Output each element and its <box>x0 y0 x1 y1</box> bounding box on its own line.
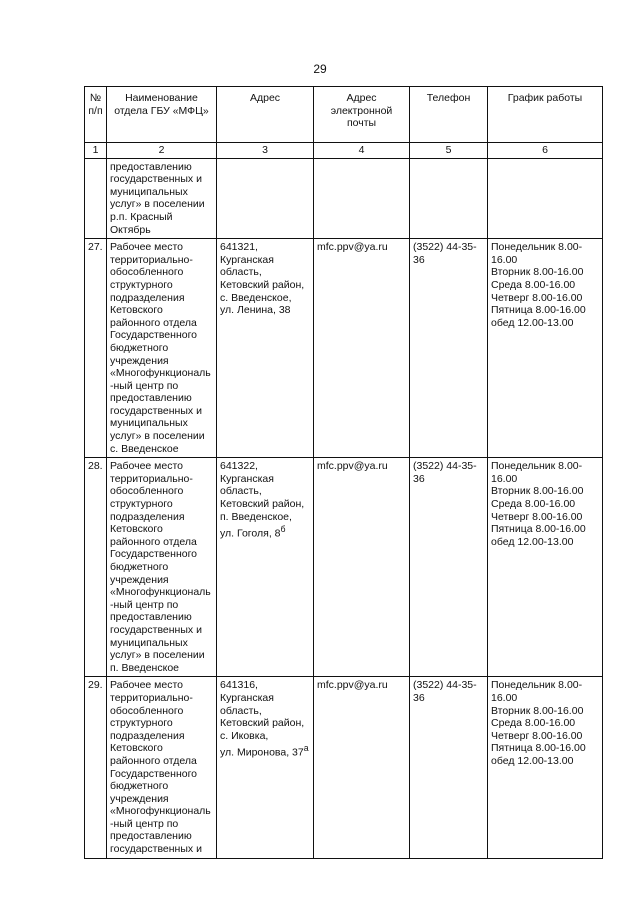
department-name: Рабочее место территориально- обособленного структурного подразделения Кетовского районного отдела Государственного бюджетного учреждения «Многофункциональ -ный центр по предоставлению государственных и <box>107 677 217 858</box>
column-number-row <box>85 143 603 159</box>
schedule: Понедельник 8.00- 16.00 Вторник 8.00-16.00 Среда 8.00-16.00 Четверг 8.00-16.00 Пятница 8.00-16.00 обед 12.00-13.00 <box>488 677 603 858</box>
address: 641322, Курганская область, Кетовский район, п. Введенское, ул. Гоголя, 8 <box>220 460 305 540</box>
schedule: Понедельник 8.00- 16.00 Вторник 8.00-16.00 Среда 8.00-16.00 Четверг 8.00-16.00 Пятница 8.00-16.00 обед 12.00-13.00 <box>488 458 603 677</box>
email: mfc.ppv@ya.ru <box>314 239 410 458</box>
page-number: 29 <box>313 62 327 76</box>
schedule: Понедельник 8.00- 16.00 Вторник 8.00-16.00 Среда 8.00-16.00 Четверг 8.00-16.00 Пятница 8.00-16.00 обед 12.00-13.00 <box>488 239 603 458</box>
address: 641321, Курганская область, Кетовский район, с. Введенское, ул. Ленина, 38 <box>217 239 314 458</box>
department-name: Рабочее место территориально- обособленного структурного подразделения Кетовского районного отдела Государственного бюджетного учреждения «Многофункциональ -ный центр по предоставлению государственных и муниципальных услуг» в поселении с. Введенское <box>107 239 217 458</box>
column-number: 1 <box>85 143 107 159</box>
phone <box>410 158 488 239</box>
table-row <box>85 458 603 677</box>
email <box>314 158 410 239</box>
header-address: Адрес <box>217 87 314 143</box>
column-number: 4 <box>314 143 410 159</box>
row-number: 28. <box>85 458 107 677</box>
address-cell <box>217 458 314 677</box>
department-name: предоставлению государственных и муниципальных услуг» в поселении р.п. Красный Октябрь <box>107 158 217 239</box>
header-number: № п/п <box>85 87 107 143</box>
address-cell <box>217 677 314 858</box>
header-schedule: График работы <box>488 87 603 143</box>
column-number: 2 <box>107 143 217 159</box>
address-superscript: б <box>280 524 286 535</box>
column-number: 3 <box>217 143 314 159</box>
address <box>217 158 314 239</box>
mfc-offices-table <box>84 86 603 859</box>
header-department-name: Наименование отдела ГБУ «МФЦ» <box>107 87 217 143</box>
header-phone: Телефон <box>410 87 488 143</box>
row-number <box>85 158 107 239</box>
department-name: Рабочее место территориально- обособленного структурного подразделения Кетовского районного отдела Государственного бюджетного учреждения «Многофункциональ -ный центр по предоставлению государственных и муниципальных услуг» в поселении п. Введенское <box>107 458 217 677</box>
address: 641316, Курганская область, Кетовский район, с. Иковка, ул. Миронова, 37 <box>220 679 305 759</box>
phone: (3522) 44-35- 36 <box>410 458 488 677</box>
table-row <box>85 158 603 239</box>
email: mfc.ppv@ya.ru <box>314 677 410 858</box>
table-row <box>85 239 603 458</box>
table-header-row <box>85 87 603 143</box>
column-number: 6 <box>488 143 603 159</box>
schedule <box>488 158 603 239</box>
phone: (3522) 44-35- 36 <box>410 239 488 458</box>
row-number: 27. <box>85 239 107 458</box>
header-email: Адрес электронной почты <box>314 87 410 143</box>
phone: (3522) 44-35- 36 <box>410 677 488 858</box>
table-row <box>85 677 603 858</box>
email: mfc.ppv@ya.ru <box>314 458 410 677</box>
column-number: 5 <box>410 143 488 159</box>
address-superscript: а <box>303 743 309 754</box>
row-number: 29. <box>85 677 107 858</box>
